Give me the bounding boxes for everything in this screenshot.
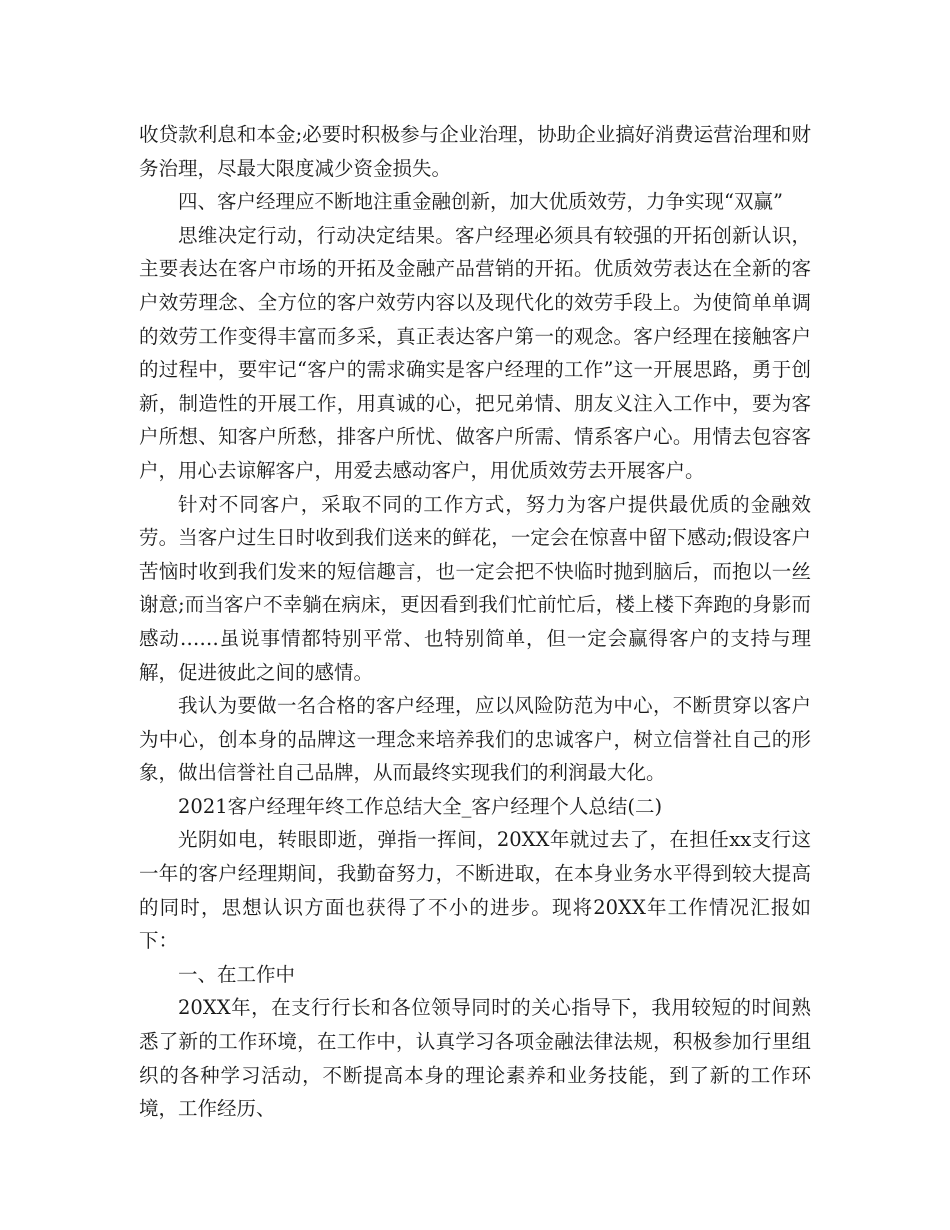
- article-title-two: 2021客户经理年终工作总结大全_客户经理个人总结(二): [178, 794, 663, 818]
- paragraph-conclusion: 我认为要做一名合格的客户经理，应以风险防范为中心，不断贯穿以客户为中心，创本身的品牌这一理念来培养我们的忠诚客户，树立信誉社自己的形象，做出信誉社自己品牌，从而最终实现我们的利润最大化。: [139, 694, 811, 785]
- section-heading-four: 四、客户经理应不断地注重金融创新，加大优质效劳，力争实现“双赢”: [178, 190, 783, 214]
- section-heading-one: 一、在工作中: [178, 962, 296, 986]
- paragraph-work: 20XX年，在支行行长和各位领导同时的关心指导下，我用较短的时间熟悉了新的工作环境，在工作中，认真学习各项金融法律法规，积极参加行里组织的各种学习活动，不断提高本身的理论素养和业务技能，到了新的工作环境，工作经历、: [139, 996, 811, 1121]
- paragraph-continuation: 收贷款利息和本金;必要时积极参与企业治理，协助企业搞好消费运营治理和财务治理，尽最大限度减少资金损失。: [139, 123, 811, 180]
- paragraph-intro: 光阴如电，转眼即逝，弹指一挥间，20XX年就过去了，在担任xx支行这一年的客户经理期间，我勤奋努力，不断进取，在本身业务水平得到较大提高的同时，思想认识方面也获得了不小的进步。现将20XX年工作情况汇报如下：: [139, 828, 811, 953]
- paragraph-innovation: 思维决定行动，行动决定结果。客户经理必须具有较强的开拓创新认识，主要表达在客户市场的开拓及金融产品营销的开拓。优质效劳表达在全新的客户效劳理念、全方位的客户效劳内容以及现代化的效劳手段上。为使简单单调的效劳工作变得丰富而多采，真正表达客户第一的观念。客户经理在接触客户的过程中，要牢记“客户的需求确实是客户经理的工作”这一开展思路，勇于创新，制造性的开展工作，用真诚的心，把兄弟情、朋友义注入工作中，要为客户所想、知客户所愁，排客户所忧、做客户所需、情系客户心。用情去包容客户，用心去谅解客户，用爱去感动客户，用优质效劳去开展客户。: [139, 223, 811, 482]
- paragraph-customer-service: 针对不同客户，采取不同的工作方式，努力为客户提供最优质的金融效劳。当客户过生日时收到我们送来的鲜花，一定会在惊喜中留下感动;假设客户苦恼时收到我们发来的短信趣言，也一定会把不快临时抛到脑后，而抱以一丝谢意;而当客户不幸躺在病床，更因看到我们忙前忙后，楼上楼下奔跑的身影而感动……虽说事情都特别平常、也特别简单，但一定会赢得客户的支持与理解，促进彼此之间的感情。: [139, 492, 811, 684]
- document-body: [139, 118, 811, 1126]
